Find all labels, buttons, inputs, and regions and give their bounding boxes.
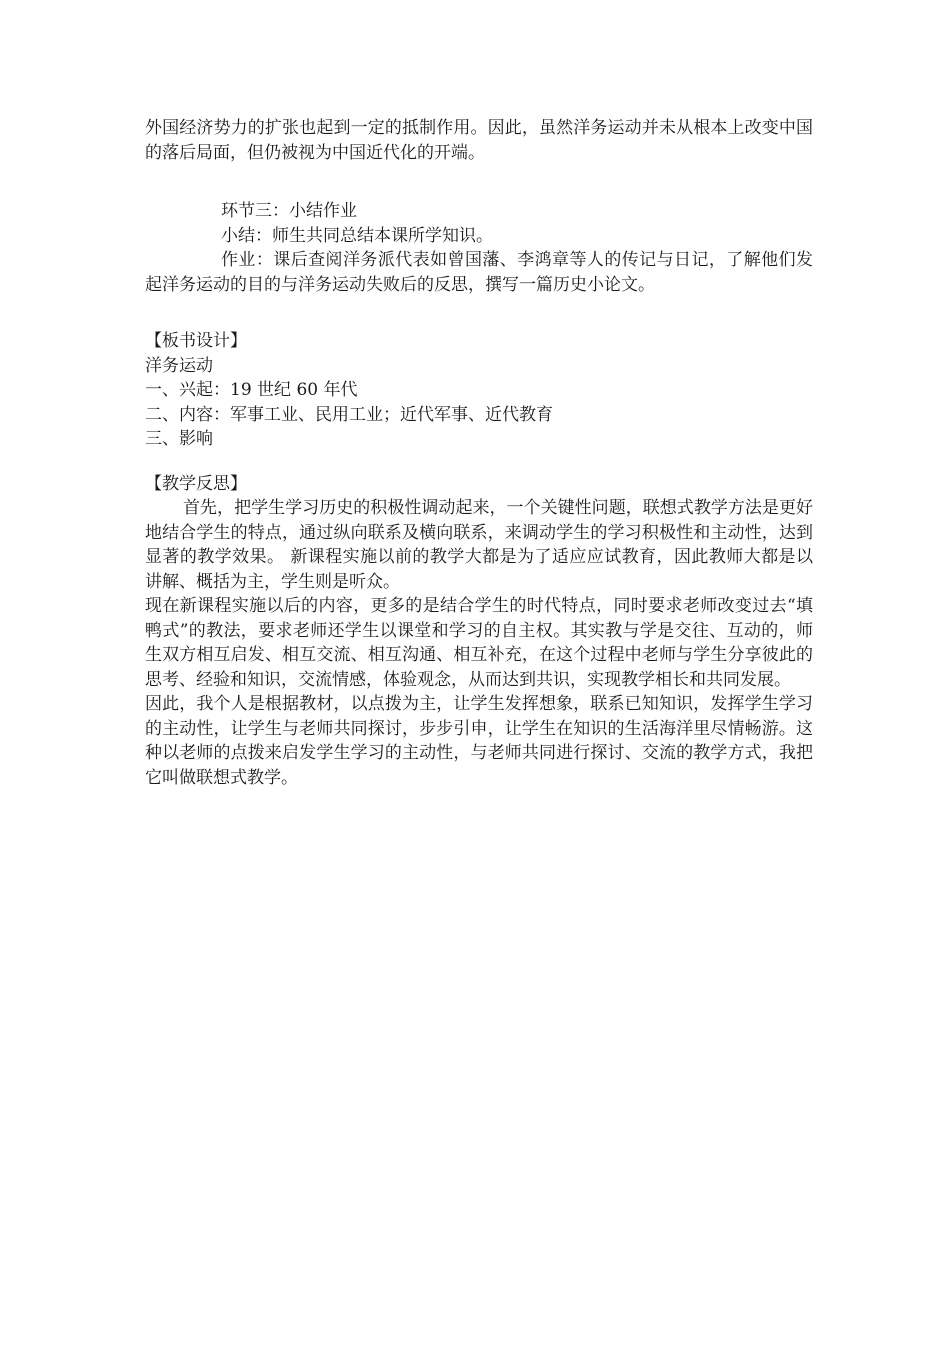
board-design-item: 一、兴起：19 世纪 60 年代: [145, 380, 358, 400]
board-design-item: 三、影响: [145, 429, 213, 449]
reflection-paragraph: 因此，我个人是根据教材，以点拨为主，让学生发挥想象，联系已知知识，发挥学生学习的主动性，让学生与老师共同探讨，步步引申，让学生在知识的生活海洋里尽情畅游。这种以老师的点拨来启发学生学习的主动性，与老师共同进行探讨、交流的教学方式，我把它叫做联想式教学。: [145, 694, 813, 788]
spacer: [145, 297, 813, 329]
stage3-heading: 环节三：小结作业: [221, 201, 357, 221]
stage3-summary: 小结：师生共同总结本课所学知识。: [221, 225, 493, 246]
board-design-item: 二、内容：军事工业、民用工业；近代军事、近代教育: [145, 404, 553, 425]
spacer: [145, 165, 813, 199]
reflection-paragraph: 现在新课程实施以后的内容，更多的是结合学生的时代特点，同时要求老师改变过去“填鸭式”的教法，要求老师还学生以课堂和学习的自主权。其实教与学是交往、互动的，师生双方相互启发、相互交流、相互沟通、相互补充，在这个过程中老师与学生分享彼此的思考、经验和知识，交流情感，体验观念，从而达到共识，实现教学相长和共同发展。: [145, 596, 813, 690]
spacer: [145, 452, 813, 472]
reflection-heading: 【教学反思】: [145, 473, 247, 494]
reflection-paragraph: 首先，把学生学习历史的积极性调动起来，一个关键性问题，联想式教学方法是更好地结合学生的特点，通过纵向联系及横向联系，来调动学生的学习积极性和主动性，达到显著的教学效果。 新课程实施以前的教学大都是为了适应应试教育，因此教师大都是以讲解、概括为主，学生则是听众。: [145, 498, 813, 592]
intro-paragraph: 外国经济势力的扩张也起到一定的抵制作用。因此，虽然洋务运动并未从根本上改变中国的落后局面，但仍被视为中国近代化的开端。: [145, 118, 813, 163]
document-body: [145, 116, 813, 790]
board-design-heading: 【板书设计】: [145, 331, 247, 351]
board-design-title: 洋务运动: [145, 355, 213, 376]
stage3-homework: 作业：课后查阅洋务派代表如曾国藩、李鸿章等人的传记与日记，了解他们发起洋务运动的目的与洋务运动失败后的反思，撰写一篇历史小论文。: [145, 250, 813, 295]
